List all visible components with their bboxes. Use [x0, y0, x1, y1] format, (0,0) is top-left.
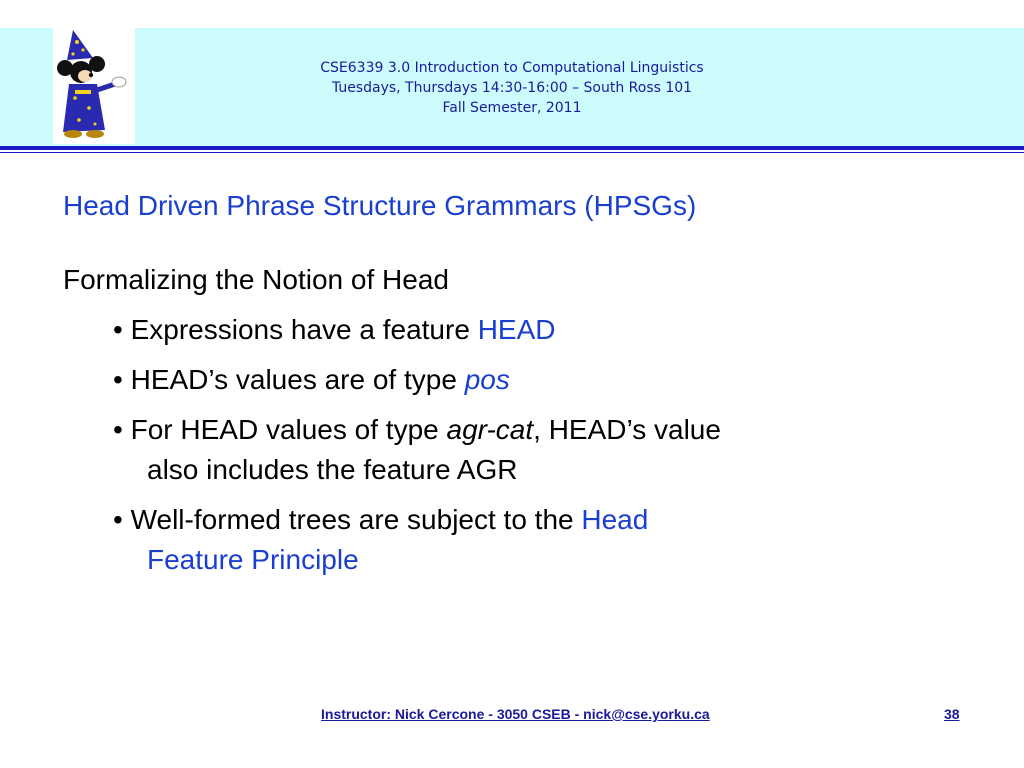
- bullet-3-mid: , HEAD: [533, 414, 627, 445]
- bullet-mark: •: [113, 504, 131, 535]
- bullet-3-text: For HEAD values of type: [130, 414, 447, 445]
- bullet-3-continuation: also includes the feature AGR: [147, 454, 518, 485]
- bullet-3-text2: s value: [632, 414, 721, 445]
- bullet-2-text: s values are of type: [214, 364, 465, 395]
- wizard-mouse-logo: [53, 28, 135, 144]
- bullet-1-text: Expressions have a feature: [130, 314, 478, 345]
- bullet-4-continuation: Feature Principle: [147, 544, 359, 575]
- course-title: CSE6339 3.0 Introduction to Computational Linguistics: [320, 60, 704, 76]
- slide-subtitle: Formalizing the Notion of Head: [63, 264, 449, 295]
- bullet-4: [113, 500, 648, 580]
- bullet-mark: •: [113, 414, 131, 445]
- bullet-mark: •: [113, 314, 131, 345]
- header-rule-thin: [0, 152, 1024, 153]
- instructor-link[interactable]: Instructor: Nick Cercone - 3050 CSEB - nick@cse.yorku.ca: [321, 706, 710, 722]
- bullet-4-highlight: Head: [581, 504, 649, 535]
- bullet-1: [113, 310, 555, 350]
- header-rule: [0, 146, 1024, 150]
- bullet-2: [113, 360, 510, 400]
- course-schedule: Tuesdays, Thursdays 14:30-16:00 – South Ross 101: [331, 80, 693, 96]
- bullet-2-italic: pos: [464, 364, 510, 395]
- bullet-mark: •: [113, 364, 131, 395]
- slide-title: Head Driven Phrase Structure Grammars (HPSGs): [63, 190, 697, 221]
- bullet-3-italic: agr-cat: [446, 414, 534, 445]
- bullet-2-apostrophe: ’: [208, 364, 215, 395]
- bullet-1-highlight: HEAD: [477, 314, 556, 345]
- course-header: [150, 58, 874, 118]
- page-number[interactable]: 38: [944, 706, 960, 722]
- bullet-2-prefix: HEAD: [130, 364, 209, 395]
- bullet-3: [113, 410, 721, 490]
- course-semester: Fall Semester, 2011: [442, 100, 582, 116]
- bullet-3-apostrophe: ’: [626, 414, 633, 445]
- bullet-4-text: Well-formed trees are subject to the: [130, 504, 582, 535]
